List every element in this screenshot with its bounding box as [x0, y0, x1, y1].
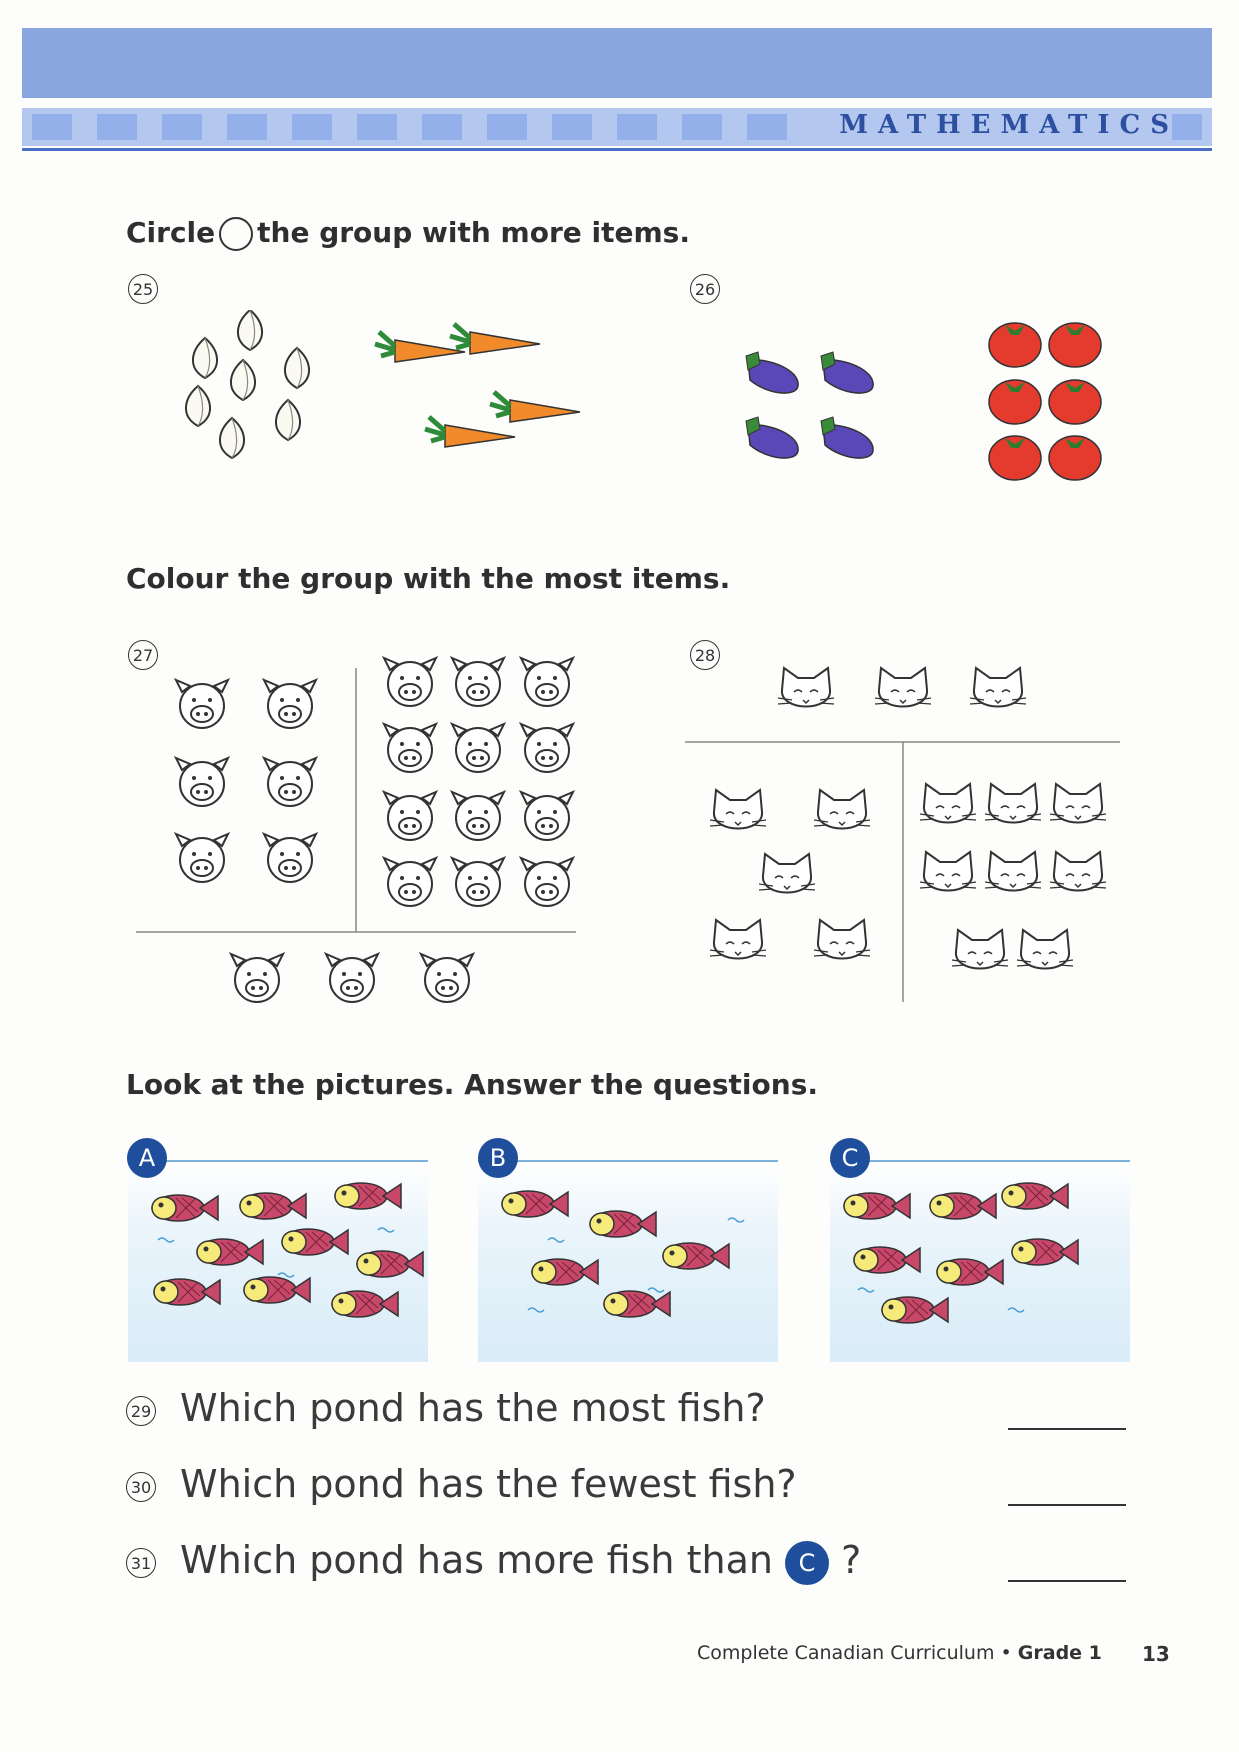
- question-number-25: 25: [128, 274, 158, 304]
- circle-symbol-icon: [219, 217, 253, 251]
- footer-bullet: •: [1000, 1642, 1012, 1664]
- question-31-text: [180, 1538, 861, 1585]
- question-number-26: 26: [690, 274, 720, 304]
- question-31-main: Which pond has more fish than: [180, 1538, 773, 1582]
- instruction-look: Look at the pictures. Answer the questions.: [126, 1068, 819, 1101]
- header-rule: [22, 148, 1212, 151]
- pond-a-badge: A: [127, 1138, 167, 1178]
- answer-line-31[interactable]: [1008, 1580, 1126, 1582]
- q25-q26-illustrations: [170, 310, 1130, 490]
- instruction-circle-rest: the group with more items.: [257, 216, 690, 249]
- pond-b-badge: B: [478, 1138, 518, 1178]
- instruction-colour: Colour the group with the most items.: [126, 562, 731, 595]
- answer-line-30[interactable]: [1008, 1504, 1126, 1506]
- pond-fish: [128, 1160, 1128, 1360]
- question-number-30: 30: [126, 1472, 156, 1502]
- footer-book: Complete Canadian Curriculum: [697, 1642, 995, 1664]
- garlic-icon: [193, 338, 217, 378]
- pond-c-badge: C: [830, 1138, 870, 1178]
- footer: [697, 1642, 1102, 1664]
- cat-icon: [778, 668, 834, 707]
- subject-title: MATHEMATICS: [839, 110, 1179, 140]
- footer-grade: Grade 1: [1017, 1642, 1102, 1664]
- header-banner: [22, 28, 1212, 98]
- q27-q28-illustrations: [120, 650, 1140, 1020]
- question-number-31: 31: [126, 1548, 156, 1578]
- question-number-28: 28: [690, 640, 720, 670]
- instruction-circle-word: Circle: [126, 216, 216, 249]
- tomato-icon: [989, 323, 1041, 367]
- instruction-circle: [126, 216, 690, 251]
- page-number: 13: [1142, 1642, 1170, 1666]
- answer-line-29[interactable]: [1008, 1428, 1126, 1430]
- question-31-suffix: ?: [841, 1538, 862, 1582]
- pig-icon: [176, 680, 228, 728]
- question-number-27: 27: [128, 640, 158, 670]
- eggplant-icon: [746, 352, 798, 393]
- question-number-29: 29: [126, 1396, 156, 1426]
- question-30-text: Which pond has the fewest fish?: [180, 1462, 797, 1506]
- fish-icon: [152, 1195, 218, 1221]
- question-29-text: Which pond has the most fish?: [180, 1386, 766, 1430]
- question-31-badge: C: [785, 1541, 829, 1585]
